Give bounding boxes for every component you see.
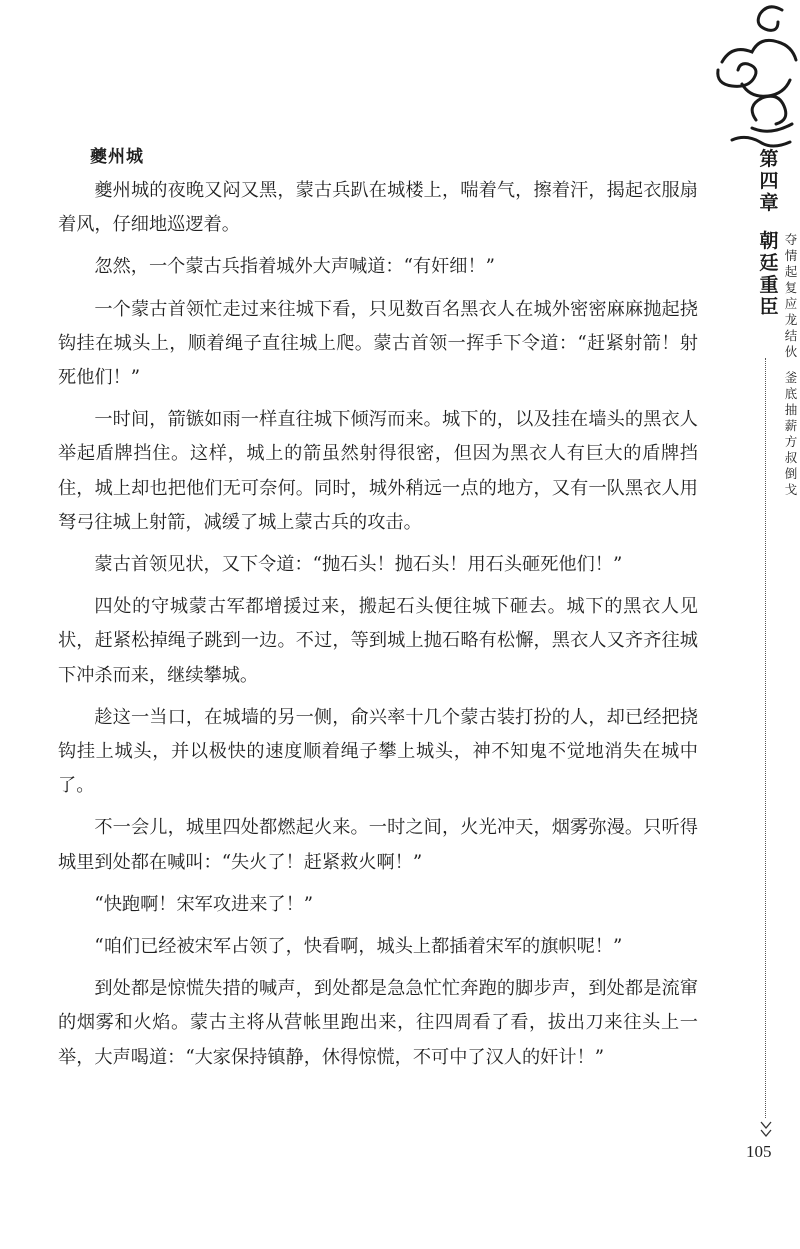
subtitle-char: 釜 bbox=[784, 370, 798, 385]
chapter-char: 四 bbox=[759, 170, 779, 192]
page-number: 105 bbox=[746, 1142, 772, 1161]
subtitle-char: 叔 bbox=[784, 450, 798, 465]
subtitle-char: 抽 bbox=[784, 402, 798, 417]
subtitle-char: 龙 bbox=[784, 312, 798, 327]
margin-dotted-rule bbox=[765, 358, 766, 1118]
chapter-char: 朝 bbox=[759, 230, 779, 252]
paragraph: 蒙古首领见状，又下令道：“抛石头！抛石头！用石头砸死他们！” bbox=[94, 554, 623, 576]
subtitle-char: 倒 bbox=[784, 466, 798, 481]
subtitle-char: 薪 bbox=[784, 418, 798, 433]
subtitle-char: 起 bbox=[784, 264, 798, 279]
paragraph: 忽然，一个蒙古兵指着城外大声喊道：“有奸细！” bbox=[94, 256, 495, 278]
subtitle-spacer bbox=[784, 360, 798, 370]
chapter-char: 臣 bbox=[759, 296, 779, 318]
paragraph: 趁这一当口，在城墙的另一侧，俞兴率十几个蒙古装打扮的人，却已经把挠钩挂上城头，并以极快的速度顺着绳子攀上城头，神不知鬼不觉地消失在城中了。 bbox=[58, 706, 698, 797]
paragraph: 四处的守城蒙古军都增援过来，搬起石头便往城下砸去。城下的黑衣人见状，赶紧松掉绳子跳到一边。不过，等到城上抛石略有松懈，黑衣人又齐齐往城下冲杀而来，继续攀城。 bbox=[58, 596, 698, 686]
subtitle-char: 复 bbox=[784, 280, 798, 295]
chapter-char: 廷 bbox=[759, 252, 779, 274]
subtitle-char: 底 bbox=[784, 386, 798, 401]
chapter-char: 第 bbox=[759, 148, 779, 170]
cloud-ornament-icon bbox=[712, 0, 800, 160]
page-body bbox=[58, 140, 698, 1075]
chapter-subtitle bbox=[784, 232, 798, 498]
paragraph: 不一会儿，城里四处都燃起火来。一时之间，火光冲天，烟雾弥漫。只听得城里到处都在喊叫：“失火了！赶紧救火啊！” bbox=[58, 817, 698, 873]
chapter-title bbox=[758, 148, 780, 318]
paragraph: 到处都是惊慌失措的喊声，到处都是急急忙忙奔跑的脚步声，到处都是流窜的烟雾和火焰。蒙古主将从营帐里跑出来，往四周看了看，拔出刀来往头上一举，大声喝道：“大家保持镇静，休得惊慌，不可中了汉人的奸计！” bbox=[58, 978, 698, 1068]
subtitle-char: 伙 bbox=[784, 344, 798, 359]
paragraph: “咱们已经被宋军占领了，快看啊，城头上都插着宋军的旗帜呢！” bbox=[94, 936, 623, 958]
paragraph: 夔州城的夜晚又闷又黑，蒙古兵趴在城楼上，喘着气，擦着汗，揭起衣服扇着风，仔细地巡逻着。 bbox=[58, 180, 698, 236]
subtitle-char: 应 bbox=[784, 296, 798, 311]
double-chevron-down-icon bbox=[760, 1118, 772, 1142]
chapter-char: 章 bbox=[759, 192, 779, 214]
subtitle-char: 戈 bbox=[784, 482, 798, 497]
subtitle-char: 结 bbox=[784, 328, 798, 343]
paragraph: 一时间，箭镞如雨一样直往城下倾泻而来。城下的，以及挂在墙头的黑衣人举起盾牌挡住。这样，城上的箭虽然射得很密，但因为黑衣人有巨大的盾牌挡住，城上却也把他们无可奈何。同时，城外稍远一点的地方，又有一队黑衣人用弩弓往城上射箭，减缓了城上蒙古兵的攻击。 bbox=[58, 409, 698, 533]
section-heading: 夔州城 bbox=[90, 147, 144, 167]
subtitle-char: 情 bbox=[784, 248, 798, 263]
subtitle-char: 方 bbox=[784, 434, 798, 449]
paragraph: “快跑啊！宋军攻进来了！” bbox=[94, 893, 314, 915]
paragraph: 一个蒙古首领忙走过来往城下看，只见数百名黑衣人在城外密密麻麻抛起挠钩挂在城头上，顺着绳子直往城上爬。蒙古首领一挥手下令道：“赶紧射箭！射死他们！” bbox=[58, 298, 698, 389]
subtitle-char: 夺 bbox=[784, 232, 798, 247]
chapter-char: 重 bbox=[759, 274, 779, 296]
